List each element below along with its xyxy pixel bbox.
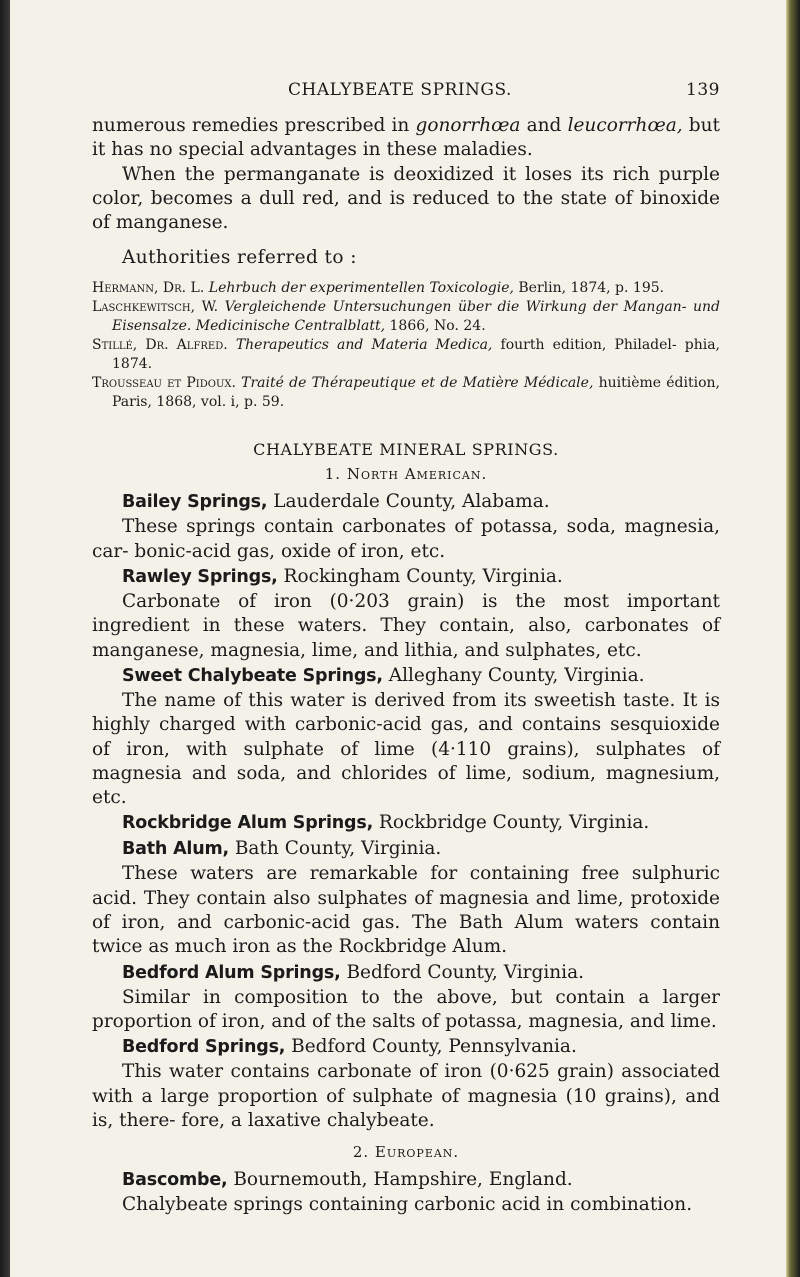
authorities-heading: Authorities referred to : <box>122 247 357 269</box>
intro-text: but it has no special advantages in these maladies. <box>92 115 720 161</box>
reference-item <box>92 279 720 298</box>
spring-name: Bath Alum, <box>122 839 229 860</box>
reference-item <box>92 298 720 336</box>
spring-heading <box>92 1167 720 1193</box>
intro-paragraph-2: When the permanganate is deoxidized it loses its rich purple color, becomes a dull red, and is reduced to the state of binoxide of manganese. <box>92 163 720 234</box>
spring-entry <box>92 489 720 564</box>
reference-details: Berlin, 1874, p. 195. <box>513 280 665 297</box>
subsection-title-north-american: 1. North American. <box>324 465 488 484</box>
spring-name: Bailey Springs, <box>122 492 268 513</box>
running-head-title: CHALYBEATE SPRINGS. <box>288 80 512 100</box>
reference-item <box>92 336 720 374</box>
spring-heading <box>92 489 720 515</box>
page-number: 139 <box>686 80 720 100</box>
book-page <box>92 80 720 1217</box>
intro-paragraph-1 <box>92 114 720 163</box>
spring-heading <box>92 1034 720 1060</box>
reference-author: Laschkewitsch, W. <box>92 299 219 316</box>
spring-description: Carbonate of iron (0·203 grain) is the most important ingredient in these waters. They contain, also, carbonates of manganese, magnesia, lime, and lithia, and sulphates, etc. <box>92 591 720 661</box>
spring-description: Similar in composition to the above, but contain a larger proportion of iron, and of the salts of potassa, magnesia, and lime. <box>92 986 720 1032</box>
spring-location: Rockbridge County, Virginia. <box>373 812 650 834</box>
spring-entry <box>92 1034 720 1133</box>
spring-location: Rockingham County, Virginia. <box>277 566 563 588</box>
reference-work: Vergleichende Untersuchungen über die Wirkung der Mangan- und Eisensalze. Medicinische Centralblatt, <box>112 299 721 335</box>
spring-heading <box>92 960 720 986</box>
references-list <box>92 279 720 412</box>
reference-author: Hermann, Dr. L. <box>92 280 205 297</box>
spring-entry <box>92 960 720 1035</box>
reference-details: huitième édition, Paris, 1868, vol. i, p. 59. <box>112 375 720 411</box>
term-gonorrhoea: gonorrhœa <box>415 115 521 136</box>
running-head <box>92 80 720 106</box>
reference-work: Lehrbuch der experimentellen Toxicologie, <box>208 280 514 297</box>
spring-description: Chalybeate springs containing carbonic acid in combination. <box>122 1194 693 1216</box>
book-page-edge-right <box>786 0 800 1277</box>
book-spine-left <box>0 0 10 1277</box>
spring-description: These waters are remarkable for containing free sulphuric acid. They contain also sulphates of magnesia and lime, protoxide of iron, and carbonic-acid gas. The Bath Alum waters contain twice as much iron as the Rockbridge Alum. <box>92 863 720 958</box>
spring-location: Alleghany County, Virginia. <box>382 664 645 686</box>
spring-name: Bascombe, <box>122 1170 228 1191</box>
spring-description: The name of this water is derived from its sweetish taste. It is highly charged with carbonic-acid gas, and contains sesquioxide of iron, with sulphate of lime (4·110 grains), sulphates of magnesia and soda, and chlorides of lime, sodium, magnesium, etc. <box>92 689 720 809</box>
spring-entry <box>92 564 720 663</box>
spring-heading <box>92 810 720 836</box>
spring-name: Bedford Springs, <box>122 1037 286 1058</box>
spring-name: Bedford Alum Springs, <box>122 962 341 983</box>
spring-entry <box>92 836 720 959</box>
spring-entry <box>92 663 720 810</box>
reference-work: Therapeutics and Materia Medica, <box>235 337 493 354</box>
spring-heading <box>92 663 720 689</box>
reference-author: Stillé, Dr. Alfred. <box>92 337 228 354</box>
term-leucorrhoea: leucorrhœa, <box>567 115 683 136</box>
reference-work: Traité de Thérapeutique et de Matière Médicale, <box>241 375 594 392</box>
reference-item <box>92 374 720 412</box>
spring-name: Sweet Chalybeate Springs, <box>122 665 383 686</box>
spring-name: Rawley Springs, <box>122 567 278 588</box>
reference-author: Trousseau et Pidoux. <box>92 375 236 392</box>
spring-description: This water contains carbonate of iron (0·625 grain) associated with a large proportion of sulphate of magnesia (10 grains), and is, there- fore, a laxative chalybeate. <box>92 1061 720 1131</box>
spring-heading <box>92 564 720 590</box>
spring-description: These springs contain carbonates of potassa, soda, magnesia, car- bonic-acid gas, oxide of iron, etc. <box>92 516 720 562</box>
intro-text: and <box>520 115 568 136</box>
spring-location: Bedford County, Virginia. <box>340 961 584 983</box>
spring-entry <box>92 1167 720 1217</box>
spring-heading <box>92 836 720 862</box>
spring-location: Bath County, Virginia. <box>228 838 442 860</box>
intro-text: numerous remedies prescribed in <box>92 115 416 136</box>
spring-location: Bedford County, Pennsylvania. <box>285 1036 577 1058</box>
subsection-title-european: 2. European. <box>352 1143 460 1162</box>
spring-entry <box>92 810 720 836</box>
section-title: CHALYBEATE MINERAL SPRINGS. <box>253 440 559 460</box>
spring-location: Lauderdale County, Alabama. <box>267 491 550 513</box>
spring-location: Bournemouth, Hampshire, England. <box>227 1169 573 1191</box>
reference-details: 1866, No. 24. <box>385 318 486 335</box>
reference-details: fourth edition, Philadel- phia, 1874. <box>112 337 721 373</box>
spring-name: Rockbridge Alum Springs, <box>122 813 374 834</box>
